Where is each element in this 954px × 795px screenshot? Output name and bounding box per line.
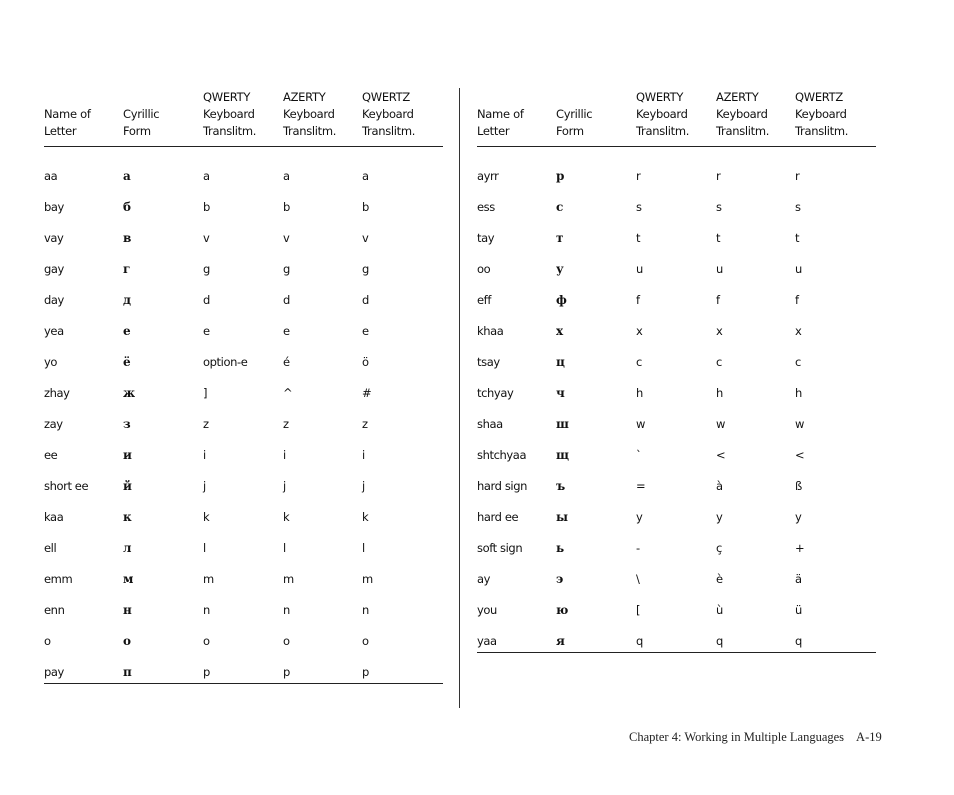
azerty-key: s xyxy=(716,200,722,214)
azerty-key: é xyxy=(283,355,290,369)
azerty-key: v xyxy=(283,231,290,245)
qwerty-key: [ xyxy=(636,603,641,617)
azerty-key: k xyxy=(283,510,290,524)
qwertz-key: ß xyxy=(795,479,802,493)
letter-name: ess xyxy=(477,200,495,214)
letter-name: oo xyxy=(477,262,491,276)
qwertz-key: m xyxy=(362,572,373,586)
qwertz-key: s xyxy=(795,200,801,214)
qwertz-key: o xyxy=(362,634,369,648)
table-row xyxy=(44,581,443,617)
letter-name: shaa xyxy=(477,417,503,431)
qwerty-key: v xyxy=(203,231,210,245)
qwerty-key: d xyxy=(203,293,210,307)
qwerty-key: w xyxy=(636,417,646,431)
azerty-key: e xyxy=(283,324,290,338)
qwertz-key: v xyxy=(362,231,369,245)
table-row xyxy=(44,333,443,369)
qwerty-key: r xyxy=(636,169,641,183)
qwerty-key: a xyxy=(203,169,210,183)
cyrillic-form: е xyxy=(123,324,131,338)
qwerty-key: q xyxy=(636,634,643,648)
azerty-key: n xyxy=(283,603,290,617)
azerty-key: z xyxy=(283,417,289,431)
azerty-key: g xyxy=(283,262,290,276)
qwertz-key: g xyxy=(362,262,369,276)
letter-name: khaa xyxy=(477,324,504,338)
qwerty-key: \ xyxy=(636,572,640,586)
azerty-key: r xyxy=(716,169,721,183)
azerty-key: l xyxy=(283,541,286,555)
table-row xyxy=(44,457,443,493)
cyrillic-form: ч xyxy=(556,386,565,400)
qwertz-key: l xyxy=(362,541,365,555)
header-qwertz: QWERTZ Keyboard Translitm. xyxy=(362,90,416,138)
qwertz-key: q xyxy=(795,634,802,648)
cyrillic-form: ы xyxy=(556,510,568,524)
table-row xyxy=(477,302,876,338)
cyrillic-form: ю xyxy=(556,603,568,617)
azerty-key: f xyxy=(716,293,720,307)
cyrillic-form: щ xyxy=(556,448,569,462)
cyrillic-form: п xyxy=(123,665,132,679)
letter-name: eff xyxy=(477,293,491,307)
qwertz-key: k xyxy=(362,510,369,524)
table-row xyxy=(44,550,443,586)
left-transliteration-table xyxy=(44,88,443,684)
qwerty-key: z xyxy=(203,417,209,431)
qwertz-key: f xyxy=(795,293,799,307)
azerty-key: ^ xyxy=(283,386,293,400)
qwerty-key: j xyxy=(203,479,206,493)
azerty-key: b xyxy=(283,200,290,214)
cyrillic-form: ё xyxy=(123,355,131,369)
table-row xyxy=(44,364,443,400)
letter-name: aa xyxy=(44,169,58,183)
qwerty-key: k xyxy=(203,510,210,524)
cyrillic-form: о xyxy=(123,634,131,648)
qwertz-key: c xyxy=(795,355,801,369)
azerty-key: y xyxy=(716,510,723,524)
letter-name: tchyay xyxy=(477,386,514,400)
azerty-key: à xyxy=(716,479,723,493)
qwerty-key: x xyxy=(636,324,643,338)
azerty-key: u xyxy=(716,262,723,276)
header-cyrillic-form: Cyrillic Form xyxy=(556,107,593,138)
qwerty-key: = xyxy=(636,479,646,493)
qwertz-key: e xyxy=(362,324,369,338)
table-row xyxy=(477,550,876,586)
header-azerty: AZERTY Keyboard Translitm. xyxy=(716,90,770,138)
qwertz-key: x xyxy=(795,324,802,338)
qwerty-key: l xyxy=(203,541,206,555)
table-row xyxy=(477,395,876,431)
azerty-key: a xyxy=(283,169,290,183)
left-table-rows xyxy=(44,147,443,679)
qwertz-key: + xyxy=(795,541,805,555)
qwertz-key: n xyxy=(362,603,369,617)
cyrillic-form: к xyxy=(123,510,132,524)
qwerty-key: ` xyxy=(636,448,642,462)
qwerty-key: n xyxy=(203,603,210,617)
qwerty-key: option-e xyxy=(203,355,248,369)
header-qwerty: QWERTY Keyboard Translitm. xyxy=(203,90,257,138)
letter-name: ay xyxy=(477,572,491,586)
table-row xyxy=(477,612,876,648)
right-transliteration-table xyxy=(477,88,876,653)
azerty-key: q xyxy=(716,634,723,648)
letter-name: short ee xyxy=(44,479,89,493)
letter-name: zay xyxy=(44,417,63,431)
table-row xyxy=(477,581,876,617)
table-row xyxy=(44,426,443,462)
cyrillic-form: ш xyxy=(556,417,569,431)
cyrillic-form: ж xyxy=(123,386,135,400)
qwertz-key: h xyxy=(795,386,802,400)
cyrillic-form: н xyxy=(123,603,132,617)
qwertz-key: w xyxy=(795,417,805,431)
letter-name: pay xyxy=(44,665,64,679)
qwerty-key: f xyxy=(636,293,640,307)
qwertz-key: ö xyxy=(362,355,369,369)
letter-name: shtchyaa xyxy=(477,448,527,462)
letter-name: ee xyxy=(44,448,58,462)
table-row xyxy=(477,240,876,276)
table-row xyxy=(477,333,876,369)
cyrillic-form: ъ xyxy=(556,479,565,493)
qwertz-key: z xyxy=(362,417,368,431)
qwerty-key: ] xyxy=(203,386,208,400)
azerty-key: w xyxy=(716,417,726,431)
qwertz-key: p xyxy=(362,665,369,679)
letter-name: ell xyxy=(44,541,57,555)
cyrillic-form: а xyxy=(123,169,131,183)
qwerty-key: - xyxy=(636,541,640,555)
table-row xyxy=(44,302,443,338)
cyrillic-form: г xyxy=(123,262,130,276)
cyrillic-form: ц xyxy=(556,355,565,369)
qwertz-key: ä xyxy=(795,572,802,586)
letter-name: hard sign xyxy=(477,479,527,493)
azerty-key: ù xyxy=(716,603,723,617)
azerty-key: x xyxy=(716,324,723,338)
right-table-bottom-rule xyxy=(477,652,876,653)
letter-name: emm xyxy=(44,572,73,586)
qwertz-key: r xyxy=(795,169,800,183)
cyrillic-form: ь xyxy=(556,541,564,555)
table-row xyxy=(44,395,443,431)
letter-name: vay xyxy=(44,231,64,245)
azerty-key: i xyxy=(283,448,286,462)
qwertz-key: u xyxy=(795,262,802,276)
qwertz-key: b xyxy=(362,200,369,214)
table-row xyxy=(44,488,443,524)
qwerty-key: u xyxy=(636,262,643,276)
chapter-title: Chapter 4: Working in Multiple Languages xyxy=(629,730,845,744)
right-table-rows xyxy=(477,147,876,648)
page-number: A-19 xyxy=(856,730,882,744)
table-row xyxy=(477,209,876,245)
qwerty-key: p xyxy=(203,665,210,679)
azerty-key: j xyxy=(283,479,286,493)
table-row xyxy=(44,147,443,183)
cyrillic-form: з xyxy=(123,417,131,431)
table-row xyxy=(477,457,876,493)
qwertz-key: ü xyxy=(795,603,802,617)
cyrillic-form: д xyxy=(123,293,131,307)
cyrillic-form: ф xyxy=(556,293,567,307)
qwertz-key: # xyxy=(362,386,372,400)
header-name-of-letter: Name of Letter xyxy=(44,107,91,138)
qwerty-key: c xyxy=(636,355,642,369)
table-row xyxy=(477,519,876,555)
qwerty-key: o xyxy=(203,634,210,648)
header-qwerty: QWERTY Keyboard Translitm. xyxy=(636,90,690,138)
cyrillic-form: л xyxy=(123,541,132,555)
header-azerty: AZERTY Keyboard Translitm. xyxy=(283,90,337,138)
qwerty-key: i xyxy=(203,448,206,462)
qwertz-key: i xyxy=(362,448,365,462)
qwertz-key: y xyxy=(795,510,802,524)
letter-name: soft sign xyxy=(477,541,523,555)
letter-name: o xyxy=(44,634,51,648)
header-name-of-letter: Name of Letter xyxy=(477,107,524,138)
letter-name: zhay xyxy=(44,386,70,400)
azerty-key: ç xyxy=(716,541,722,555)
page-footer xyxy=(629,730,882,745)
right-table-header xyxy=(477,88,876,147)
azerty-key: < xyxy=(716,448,726,462)
qwertz-key: t xyxy=(795,231,800,245)
letter-name: tay xyxy=(477,231,495,245)
qwerty-key: y xyxy=(636,510,643,524)
qwertz-key: d xyxy=(362,293,369,307)
cyrillic-form: э xyxy=(556,572,563,586)
letter-name: day xyxy=(44,293,64,307)
cyrillic-form: м xyxy=(123,572,134,586)
qwerty-key: e xyxy=(203,324,210,338)
cyrillic-form: у xyxy=(556,262,564,276)
qwerty-key: h xyxy=(636,386,643,400)
qwertz-key: < xyxy=(795,448,805,462)
table-row xyxy=(44,271,443,307)
cyrillic-form: с xyxy=(556,200,563,214)
cyrillic-form: р xyxy=(556,169,564,183)
azerty-key: m xyxy=(283,572,294,586)
letter-name: tsay xyxy=(477,355,500,369)
qwerty-key: g xyxy=(203,262,210,276)
azerty-key: p xyxy=(283,665,290,679)
header-qwertz: QWERTZ Keyboard Translitm. xyxy=(795,90,849,138)
letter-name: ayrr xyxy=(477,169,499,183)
table-row xyxy=(477,147,876,183)
letter-name: enn xyxy=(44,603,65,617)
table-row xyxy=(477,364,876,400)
table-row xyxy=(44,240,443,276)
table-row xyxy=(44,178,443,214)
letter-name: kaa xyxy=(44,510,64,524)
left-table-bottom-rule xyxy=(44,683,443,684)
letter-name: hard ee xyxy=(477,510,519,524)
table-row xyxy=(477,178,876,214)
qwerty-key: m xyxy=(203,572,214,586)
qwerty-key: s xyxy=(636,200,642,214)
letter-name: bay xyxy=(44,200,64,214)
azerty-key: c xyxy=(716,355,722,369)
table-row xyxy=(477,488,876,524)
table-row xyxy=(44,612,443,648)
header-cyrillic-form: Cyrillic Form xyxy=(123,107,160,138)
cyrillic-form: я xyxy=(556,634,565,648)
letter-name: yo xyxy=(44,355,58,369)
letter-name: yea xyxy=(44,324,64,338)
letter-name: yaa xyxy=(477,634,497,648)
table-row xyxy=(477,426,876,462)
cyrillic-form: й xyxy=(123,479,132,493)
table-row xyxy=(44,643,443,679)
azerty-key: o xyxy=(283,634,290,648)
table-row xyxy=(44,209,443,245)
left-table-header xyxy=(44,88,443,147)
letter-name: gay xyxy=(44,262,64,276)
table-row xyxy=(44,519,443,555)
table-row xyxy=(477,271,876,307)
azerty-key: è xyxy=(716,572,723,586)
qwerty-key: b xyxy=(203,200,210,214)
azerty-key: t xyxy=(716,231,721,245)
qwertz-key: a xyxy=(362,169,369,183)
azerty-key: h xyxy=(716,386,723,400)
cyrillic-form: в xyxy=(123,231,131,245)
cyrillic-form: т xyxy=(556,231,564,245)
cyrillic-form: х xyxy=(556,324,563,338)
azerty-key: d xyxy=(283,293,290,307)
cyrillic-form: и xyxy=(123,448,132,462)
column-divider xyxy=(459,88,460,708)
qwerty-key: t xyxy=(636,231,641,245)
letter-name: you xyxy=(477,603,497,617)
qwertz-key: j xyxy=(362,479,365,493)
cyrillic-form: б xyxy=(123,200,131,214)
